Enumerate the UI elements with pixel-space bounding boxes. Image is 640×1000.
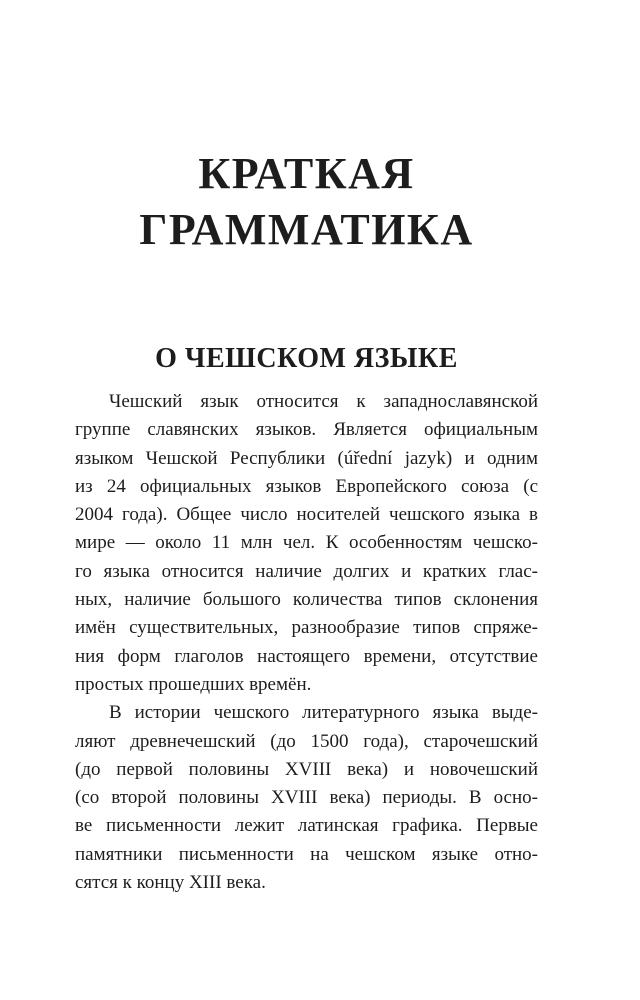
text-line: памятники письменности на чешском языке отно- bbox=[75, 843, 538, 865]
text-line: ве письменности лежит латинская графика. Первые bbox=[75, 815, 538, 837]
body-text bbox=[75, 388, 538, 897]
text-line: (со второй половины XVIII века) периоды. В осно- bbox=[75, 787, 538, 809]
page-title-line-2: ГРАММАТИКА bbox=[139, 205, 474, 254]
text-line: ния форм глаголов настоящего времени, отсутствие bbox=[75, 645, 538, 667]
text-line: ляют древнечешский (до 1500 года), старочешский bbox=[75, 730, 538, 752]
text-block bbox=[75, 0, 538, 897]
text-line: 2004 года). Общее число носителей чешского языка в bbox=[75, 504, 538, 526]
section-heading: О ЧЕШСКОМ ЯЗЫКЕ bbox=[155, 343, 458, 374]
text-line: группе славянских языков. Является официальным bbox=[75, 419, 538, 441]
text-line: простых прошедших времён. bbox=[75, 673, 312, 695]
paragraph-1 bbox=[75, 388, 538, 699]
text-line: сятся к концу XIII века. bbox=[75, 872, 266, 894]
page-title bbox=[75, 0, 538, 258]
paragraph-2 bbox=[75, 699, 538, 897]
text-line: языком Чешской Республики (úřední jazyk) и одним bbox=[75, 447, 538, 469]
text-line: Чешский язык относится к западнославянской bbox=[109, 391, 538, 412]
text-line: мире — около 11 млн чел. К особенностям чешско- bbox=[75, 532, 538, 554]
text-line: из 24 официальных языков Европейского союза (с bbox=[75, 475, 538, 497]
text-line: (до первой половины XVIII века) и новочешский bbox=[75, 758, 538, 780]
text-line: В истории чешского литературного языка выде- bbox=[109, 702, 538, 724]
text-line: имён существительных, разнообразие типов спряже- bbox=[75, 617, 538, 639]
text-line: го языка относится наличие долгих и кратких глас- bbox=[75, 560, 538, 582]
text-line: ных, наличие большого количества типов склонения bbox=[75, 589, 538, 611]
page-title-line-1: КРАТКАЯ bbox=[198, 149, 415, 198]
